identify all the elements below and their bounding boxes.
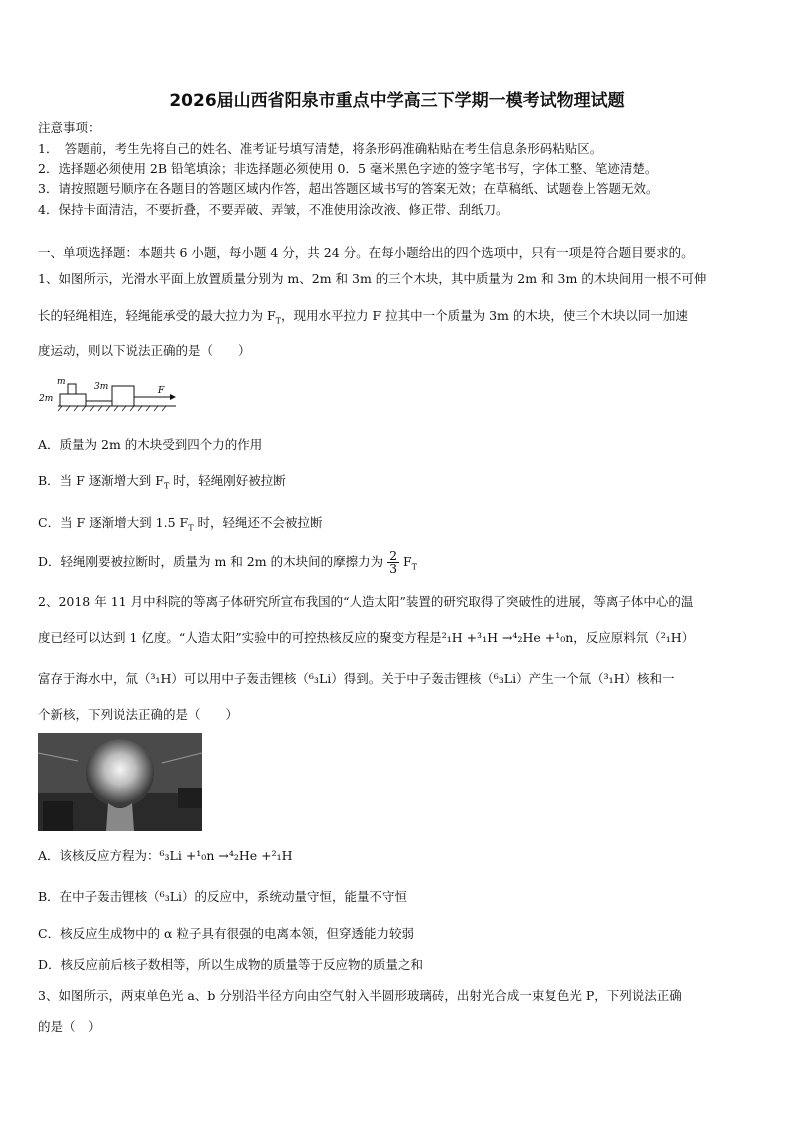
section-1-heading: 一、单项选择题：本题共 6 小题，每小题 4 分，共 24 分。在每小题给出的四个选项中，只有一项是符合题目要求的。 bbox=[38, 245, 694, 260]
q1-line-1: 1、如图所示，光滑水平面上放置质量分别为 m、2m 和 3m 的三个木块，其中质量为 2m 和 3m 的木块间用一根不可伸 bbox=[38, 271, 707, 286]
q1-line-2 bbox=[38, 308, 688, 330]
q2-line-2 bbox=[38, 630, 694, 646]
q1-option-d-b: F bbox=[399, 554, 412, 569]
exam-title: 2026届山西省阳泉市重点中学高三下学期一模考试物理试题 bbox=[169, 91, 625, 111]
q2-fusion-equation: ²₁H +³₁H →⁴₂He +¹₀n bbox=[441, 630, 574, 645]
notice-2: 2．选择题必须使用 2B 铅笔填涂；非选择题必须使用 0．5 毫米黑色字迹的签字笔书写，字体工整、笔迹清楚。 bbox=[38, 161, 658, 176]
plasma-photo bbox=[38, 733, 202, 831]
q1-option-c bbox=[38, 515, 323, 537]
notice-4: 4．保持卡面清洁，不要折叠，不要弄破、弄皱，不准使用涂改液、修正带、刮纸刀。 bbox=[38, 202, 509, 217]
q1-option-d-a: D．轻绳刚要被拉断时，质量为 m 和 2m 的木块间的摩擦力为 bbox=[38, 554, 384, 569]
q1-option-c-b: 时，轻绳还不会被拉断 bbox=[193, 515, 323, 530]
q1-option-a: A．质量为 2m 的木块受到四个力的作用 bbox=[38, 437, 263, 452]
notice-heading: 注意事项： bbox=[38, 120, 101, 135]
q1-blocks-diagram bbox=[38, 376, 178, 414]
label-3m: 3m bbox=[94, 382, 109, 392]
q2-line-1: 2、2018 年 11 月中科院的等离子体研究所宣布我国的“人造太阳”装置的研究取得了突破性的进展，等离子体中心的温 bbox=[38, 594, 694, 609]
q2-option-d: D．核反应前后核子数相等，所以生成物的质量等于反应物的质量之和 bbox=[38, 957, 424, 972]
notice-1: 1． 答题前，考生先将自己的姓名、准考证号填写清楚，将条形码准确粘贴在考生信息条形码粘贴区。 bbox=[38, 141, 603, 156]
q1-line-2-a: 长的轻绳相连，轻绳能承受的最大拉力为 F bbox=[38, 308, 276, 323]
q1-option-c-a: C．当 F 逐渐增大到 1.5 F bbox=[38, 515, 189, 530]
q2-option-c: C．核反应生成物中的 α 粒子具有很强的电离本领，但穿透能力较弱 bbox=[38, 926, 414, 941]
q3-line-2: 的是（ ） bbox=[38, 1019, 101, 1034]
fraction bbox=[387, 550, 399, 575]
notice-3: 3．请按照题号顺序在各题目的答题区域内作答，超出答题区域书写的答案无效；在草稿纸、试题卷上答题无效。 bbox=[38, 181, 659, 196]
fraction-den: 3 bbox=[389, 561, 398, 576]
q2-line-4: 个新核，下列说法正确的是（ ） bbox=[38, 707, 239, 722]
q2-line-2-a: 度已经可以达到 1 亿度。“人造太阳”实验中的可控热核反应的聚变方程是 bbox=[38, 630, 442, 645]
label-2m: 2m bbox=[39, 394, 54, 404]
q2-line-2-b: ，反应原料氘（²₁H） bbox=[573, 630, 695, 645]
label-m: m bbox=[57, 377, 66, 387]
q1-option-b-sub: T bbox=[163, 481, 170, 491]
q2-option-a-eq: ⁶₃Li +¹₀n →⁴₂He +²₁H bbox=[159, 848, 293, 863]
q1-option-d-sub: T bbox=[411, 562, 418, 572]
q2-line-3: 富存于海水中，氚（³₁H）可以用中子轰击锂核（⁶₃Li）得到。关于中子轰击锂核（⁶₃Li）产生一个氚（³₁H）核和一 bbox=[38, 671, 675, 686]
q2-option-a bbox=[38, 848, 293, 864]
q3-line-1: 3、如图所示，两束单色光 a、b 分别沿半径方向由空气射入半圆形玻璃砖，出射光合成一束复色光 P，下列说法正确 bbox=[38, 988, 682, 1003]
block-m bbox=[68, 384, 76, 394]
q2-option-b: B．在中子轰击锂核（⁶₃Li）的反应中，系统动量守恒，能量不守恒 bbox=[38, 889, 408, 904]
q1-option-c-sub: T bbox=[188, 523, 194, 533]
q1-line-2-sub: T bbox=[275, 316, 281, 326]
fraction-num: 2 bbox=[389, 548, 398, 563]
block-3m bbox=[112, 386, 134, 406]
label-F: F bbox=[158, 386, 165, 396]
block-2m bbox=[60, 394, 86, 406]
q1-option-b-b: 时，轻绳刚好被拉断 bbox=[169, 473, 286, 488]
q1-line-3: 度运动，则以下说法正确的是（ ） bbox=[38, 343, 251, 358]
q1-option-b bbox=[38, 473, 286, 495]
q2-option-a-a: A．该核反应方程为： bbox=[38, 848, 160, 863]
q1-line-2-b: ，现用水平拉力 F 拉其中一个质量为 3m 的木块，使三个木块以同一加速 bbox=[281, 308, 688, 323]
q1-option-b-a: B．当 F 逐渐增大到 F bbox=[38, 473, 164, 488]
q1-option-d bbox=[38, 550, 417, 576]
